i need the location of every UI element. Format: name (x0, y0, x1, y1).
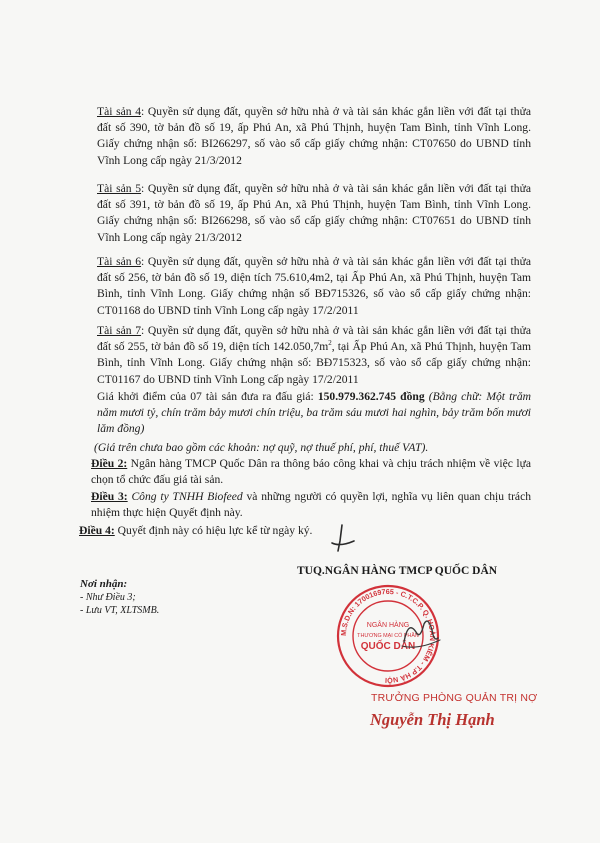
article-3-company: Công ty TNHH Biofeed (127, 490, 243, 503)
recipient-item: - Như Điều 3; (80, 592, 136, 603)
asset-5-label: Tài sản 5 (97, 182, 142, 195)
starting-price-paragraph (97, 389, 531, 438)
asset-6-label: Tài sản 6 (97, 255, 142, 268)
asset-7-text-b: , tại Ấp Phú An, xã Phú Thịnh, huyện Tam Bình, tỉnh Vĩnh Long. Giấy chứng nhận số: BĐ715323, số vào sổ cấp giấy chứng nhận: CT01167 do UBND tỉnh Vĩnh Long cấp ngày 17/2/2011 (97, 340, 531, 386)
article-4-label: Điều 4: (79, 524, 115, 537)
article-4 (79, 523, 531, 539)
stamp-line-1: NGÂN HÀNG (366, 622, 410, 629)
asset-6-paragraph (97, 254, 531, 319)
price-lead: Giá khởi điểm của 07 tài sản đưa ra đấu giá: (97, 390, 318, 403)
price-note: (Giá trên chưa bao gồm các khoản: nợ quỹ, nợ thuế phí, phí, thuế VAT). (94, 441, 429, 454)
recipients-heading: Nơi nhận: (80, 578, 128, 590)
article-3-text: và những người có quyền lợi, nghĩa vụ liên quan chịu trách nhiệm thực hiện Quyết định này. (91, 490, 532, 520)
asset-7-sup: 2 (328, 339, 332, 348)
decision-body (79, 104, 532, 564)
article-4-text: Quyết định này có hiệu lực kể từ ngày ký. (114, 524, 313, 537)
price-amount: 150.979.362.745 đồng (317, 390, 425, 403)
article-2 (91, 456, 531, 488)
signatory-heading: TUQ.NGÂN HÀNG TMCP QUỐC DÂN (297, 565, 498, 577)
asset-7-label: Tài sản 7 (97, 324, 142, 337)
price-in-words: (Bằng chữ: Một trăm năm mươi tỷ, chín trăm bảy mươi chín triệu, ba trăm sáu mươi hai nghìn, bảy trăm bốn mươi lăm đồng) (97, 390, 531, 436)
asset-7-paragraph (97, 323, 531, 388)
asset-5-paragraph (97, 181, 531, 246)
asset-7-text-a: : Quyền sử dụng đất, quyền sở hữu nhà ở và tài sản khác gắn liền với đất tại thửa đất số 255, tờ bản đồ số 19, diện tích 142.050,7m (97, 324, 531, 354)
article-2-label: Điều 2: (91, 457, 128, 470)
handwritten-signature (398, 612, 442, 656)
asset-6-text: : Quyền sử dụng đất, quyền sở hữu nhà ở và tài sản khác gắn liền với đất tại thửa đất số 256, tờ bản đồ số 19, diện tích 75.610,4m2, tại Ấp Phú An, xã Phú Thịnh, huyện Tam Bình, tỉnh Vĩnh Long. Giấy chứng nhận số BĐ715326, số vào sổ cấp giấy chứng nhận: CT01168 do UBND tỉnh Vĩnh Long cấp ngày 17/2/2011 (97, 255, 531, 317)
article-3 (91, 489, 531, 521)
article-3-label: Điều 3: (91, 490, 128, 503)
asset-4-paragraph (97, 104, 531, 169)
recipients-block (80, 578, 159, 617)
article-2-text: Ngân hàng TMCP Quốc Dân ra thông báo công khai và chịu trách nhiệm về việc lựa chọn tổ chức đấu giá tài sản. (91, 457, 531, 487)
recipient-item: - Lưu VT, XLTSMB. (80, 605, 160, 616)
stamp-line-3: QUỐC DÂN (360, 641, 416, 652)
stamp-line-2: THƯƠNG MẠI CỔ PHẦN (357, 633, 419, 639)
initial-signature-mark (328, 523, 358, 557)
asset-5-text: : Quyền sử dụng đất, quyền sở hữu nhà ở và tài sản khác gắn liền với đất tại thửa đất số 391, tờ bản đồ số 19, ấp Phú An, xã Phú Thịnh, huyện Tam Bình, tỉnh Vĩnh Long. Giấy chứng nhận số: BI266298, số vào sổ cấp giấy chứng nhận: CT07651 do UBND tỉnh Vĩnh Long cấp ngày 21/3/2012 (97, 182, 531, 244)
stamp-ring-text: M.S.D.N: 1700169765 - C.T.C.P. Q. HOÀN KIẾM - T.P HÀ NỘI (338, 586, 438, 686)
signatory-title: TRƯỞNG PHÒNG QUẢN TRỊ NỢ (371, 692, 538, 704)
asset-4-label: Tài sản 4 (97, 105, 142, 118)
asset-4-text: : Quyền sử dụng đất, quyền sở hữu nhà ở và tài sản khác gắn liền với đất tại thửa đất số 390, tờ bản đồ số 19, ấp Phú An, xã Phú Thịnh, huyện Tam Bình, tỉnh Vĩnh Long. Giấy chứng nhận số: BI266297, số vào sổ cấp giấy chứng nhận: CT07650 do UBND tỉnh Vĩnh Long cấp ngày 21/3/2012 (97, 105, 531, 167)
signatory-name: Nguyễn Thị Hạnh (370, 710, 495, 729)
